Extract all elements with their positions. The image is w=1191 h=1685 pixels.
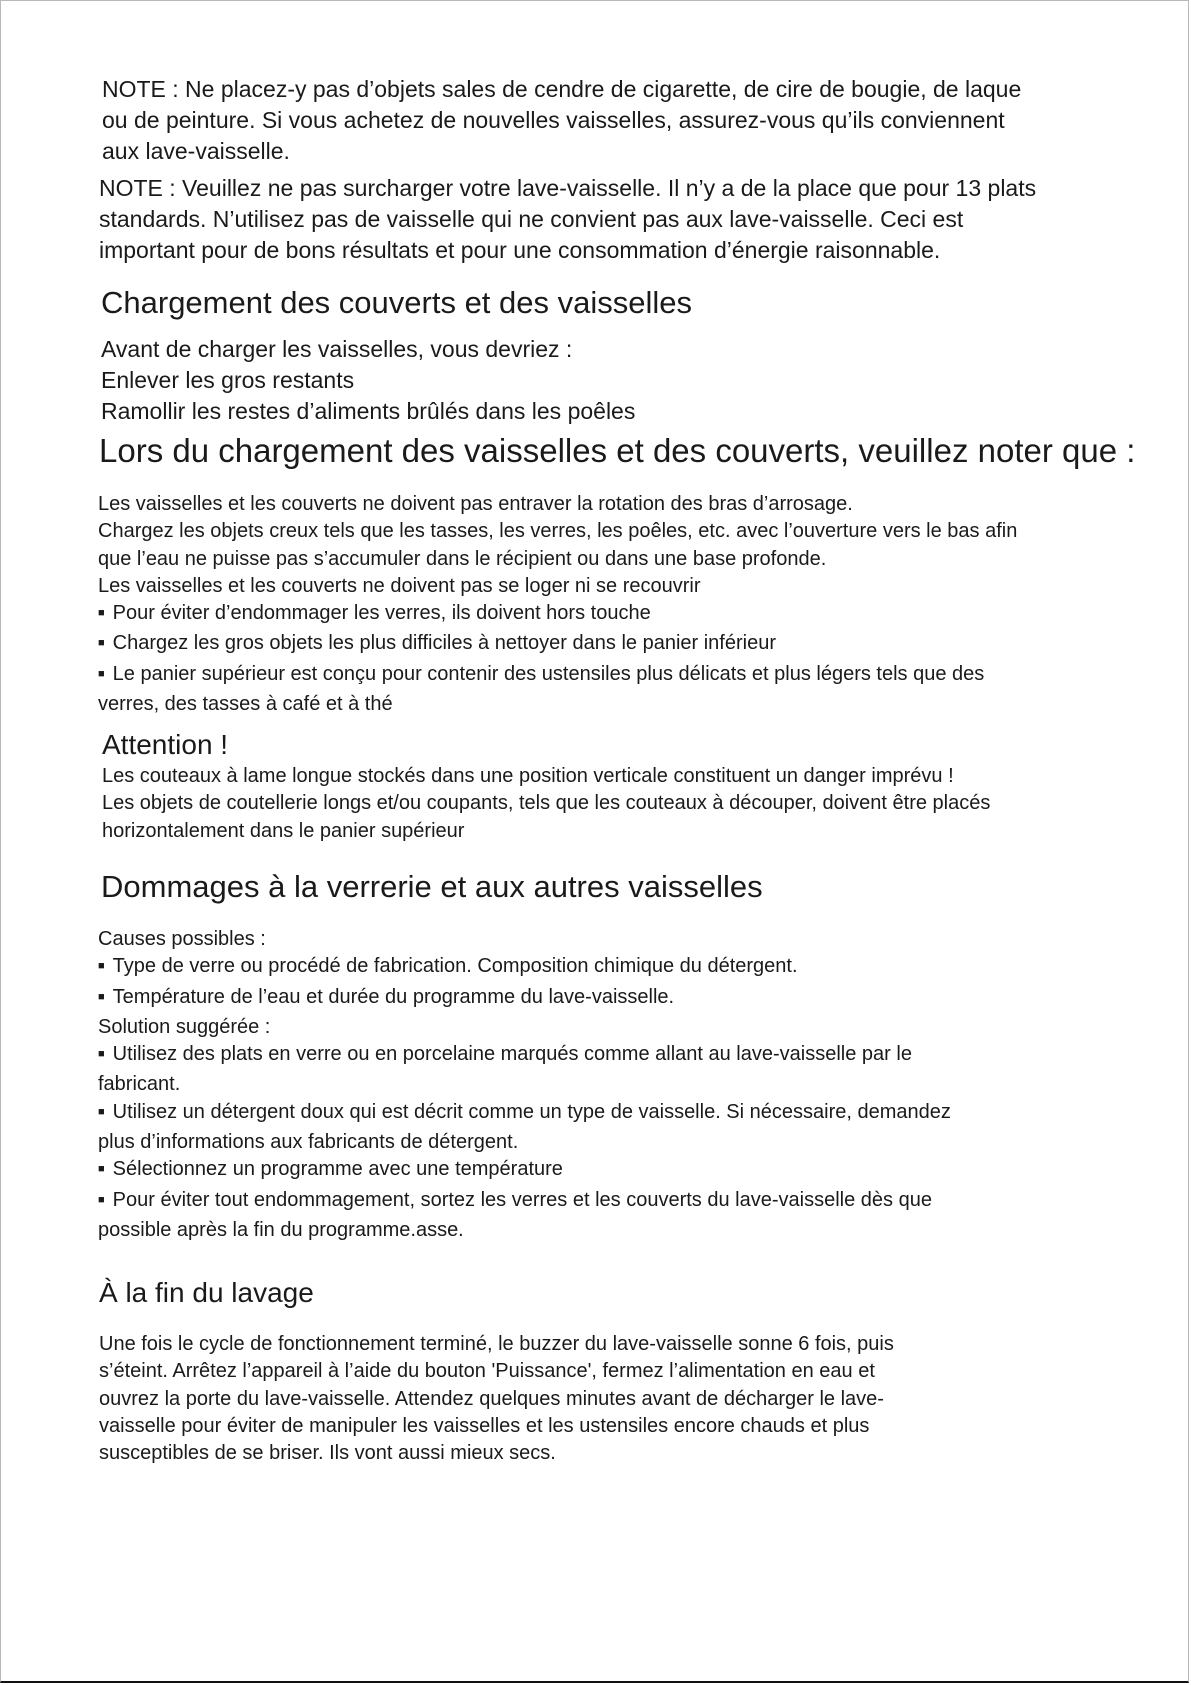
loading-line: Avant de charger les vaisselles, vous devriez : [101,336,573,362]
section-end-body [99,1331,894,1467]
note-1-line: ou de peinture. Si vous achetez de nouvelles vaisselles, assurez-vous qu’ils conviennent [102,107,1005,133]
note-2-line: standards. N’utilisez pas de vaisselle qui ne convient pas aux lave-vaisselle. Ceci est [99,206,964,232]
loading-line: Enlever les gros restants [101,367,355,393]
note-bullet-item: ■ Le panier supérieur est conçu pour contenir des ustensiles plus délicats et plus légers tels que des [98,661,1017,691]
note-bullet-item: ■ Chargez les gros objets les plus difficiles à nettoyer dans le panier inférieur [98,630,1017,660]
damage-line: fabricant. [98,1073,181,1096]
damage-bullet-item: ■ Sélectionnez un programme avec une température [98,1156,951,1186]
note-1 [102,74,1021,167]
note-line: que l’eau ne puisse pas s’accumuler dans le récipient ou dans une base profonde. [98,547,827,570]
note-line: Les vaisselles et les couverts ne doivent pas se loger ni se recouvrir [98,574,701,597]
section-note-title: Lors du chargement des vaisselles et des couverts, veuillez noter que : [99,432,1136,469]
attention-line: horizontalement dans le panier supérieur [102,819,465,842]
end-line: s’éteint. Arrêtez l’appareil à l’aide du bouton 'Puissance', fermez l’alimentation en eau et [99,1360,875,1383]
damage-bullet-item: ■ Type de verre ou procédé de fabrication. Composition chimique du détergent. [98,953,951,983]
end-line: susceptibles de se briser. Ils vont aussi mieux secs. [99,1442,556,1465]
note-line: verres, des tasses à café et à thé [98,693,393,716]
section-attention-body [102,763,990,845]
section-loading-title: Chargement des couverts et des vaisselles [101,285,693,320]
damage-line: Solution suggérée : [98,1015,271,1038]
note-1-line: aux lave-vaisselle. [102,138,290,164]
end-line: ouvrez la porte du lave-vaisselle. Attendez quelques minutes avant de décharger le lave- [99,1387,884,1410]
damage-bullet-item: ■ Utilisez des plats en verre ou en porcelaine marqués comme allant au lave-vaisselle par le [98,1041,951,1071]
end-line: Une fois le cycle de fonctionnement terminé, le buzzer du lave-vaisselle sonne 6 fois, puis [99,1333,894,1355]
end-line: vaisselle pour éviter de manipuler les vaisselles et les ustensiles encore chauds et plus [99,1414,870,1437]
note-1-line: NOTE : Ne placez-y pas d’objets sales de cendre de cigarette, de cire de bougie, de laque [102,76,1022,102]
note-2-line: important pour de bons résultats et pour une consommation d’énergie raisonnable. [99,237,941,263]
section-damage-body [98,926,951,1244]
loading-line: Ramollir les restes d’aliments brûlés dans les poêles [101,398,636,424]
damage-line: possible après la fin du programme.asse. [98,1218,464,1241]
section-note-body [98,491,1017,718]
note-2 [99,173,1036,266]
damage-bullet-item: ■ Utilisez un détergent doux qui est décrit comme un type de vaisselle. Si nécessaire, demandez [98,1099,951,1129]
note-2-line: NOTE : Veuillez ne pas surcharger votre lave-vaisselle. Il n’y a de la place que pour 13 plats [99,175,1037,201]
section-attention-title: Attention ! [102,729,229,760]
note-line: Les vaisselles et les couverts ne doivent pas entraver la rotation des bras d’arrosage. [98,493,853,515]
section-end-title: À la fin du lavage [99,1277,314,1308]
attention-line: Les couteaux à lame longue stockés dans une position verticale constituent un danger imprévu ! [102,765,954,787]
section-damage-title: Dommages à la verrerie et aux autres vaisselles [101,869,763,904]
note-line: Chargez les objets creux tels que les tasses, les verres, les poêles, etc. avec l’ouverture vers le bas afin [98,520,1018,543]
damage-bullet-item: ■ Pour éviter tout endommagement, sortez les verres et les couverts du lave-vaisselle dès que [98,1187,951,1217]
damage-bullet-item: ■ Température de l’eau et durée du programme du lave-vaisselle. [98,984,951,1014]
attention-line: Les objets de coutellerie longs et/ou coupants, tels que les couteaux à découper, doivent être placés [102,792,991,815]
damage-line: Causes possibles : [98,928,266,950]
section-loading-body [101,334,635,427]
damage-line: plus d’informations aux fabricants de détergent. [98,1131,519,1154]
note-bullet-item: ■ Pour éviter d’endommager les verres, ils doivent hors touche [98,600,1017,630]
